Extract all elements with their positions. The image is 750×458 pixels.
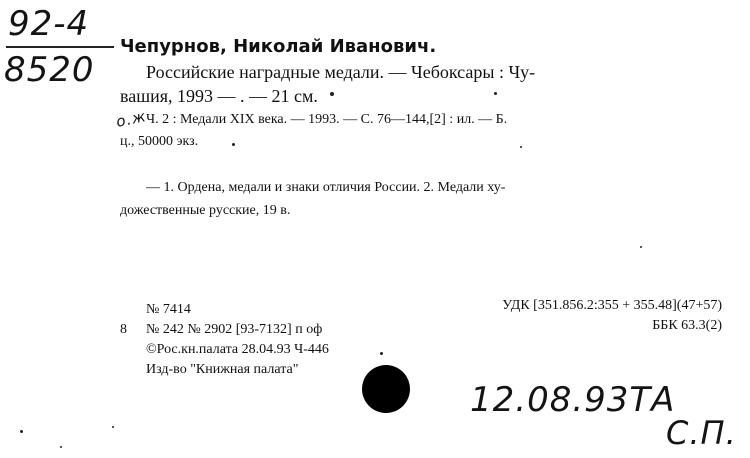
scan-speck	[112, 426, 114, 428]
scan-speck	[232, 143, 235, 146]
title-line-1: Российские наградные медали. — Чебоксары : Чу-	[146, 62, 536, 82]
udk-code: УДК [351.856.2:355 + 355.48](47+57)	[502, 298, 722, 313]
scan-speck	[494, 92, 497, 95]
handwritten-initials: С.П.	[666, 414, 737, 452]
part-line-1: Ч. 2 : Медали XIX века. — 1993. — С. 76—144,[2] : ил. — Б.	[146, 112, 508, 127]
punch-hole	[362, 365, 410, 413]
part-line-2: ц., 50000 экз.	[120, 134, 199, 149]
scan-speck	[640, 246, 642, 248]
bbk-code: ББК 63.3(2)	[652, 318, 722, 333]
scan-speck	[380, 352, 383, 355]
prefix-digit: 8	[120, 322, 127, 337]
handwritten-date-note: 12.08.93ТА	[470, 380, 676, 420]
scan-speck	[60, 446, 62, 448]
copyright-line: ©Рос.кн.палата 28.04.93 Ч-446	[146, 342, 329, 357]
handwritten-side-mark: о.ж	[114, 107, 149, 131]
scan-speck	[20, 430, 23, 433]
scan-speck	[520, 146, 522, 148]
handwritten-top-number: 92-4	[8, 4, 90, 44]
record-number: № 7414	[146, 302, 191, 317]
title-line-2: вашия, 1993 — . — 21 см.	[120, 86, 318, 106]
handwritten-divider-line	[6, 46, 114, 48]
author-heading: Чепурнов, Николай Иванович.	[120, 36, 437, 57]
publisher-line: Изд-во "Книжная палата"	[146, 362, 299, 377]
order-line: № 242 № 2902 [93-7132] п оф	[146, 322, 323, 337]
subjects-line-2: дожественные русские, 19 в.	[120, 203, 291, 218]
scan-speck	[330, 92, 334, 96]
subjects-line-1: — 1. Ордена, медали и знаки отличия России. 2. Медали ху-	[146, 180, 506, 195]
handwritten-bottom-number: 8520	[4, 50, 95, 90]
